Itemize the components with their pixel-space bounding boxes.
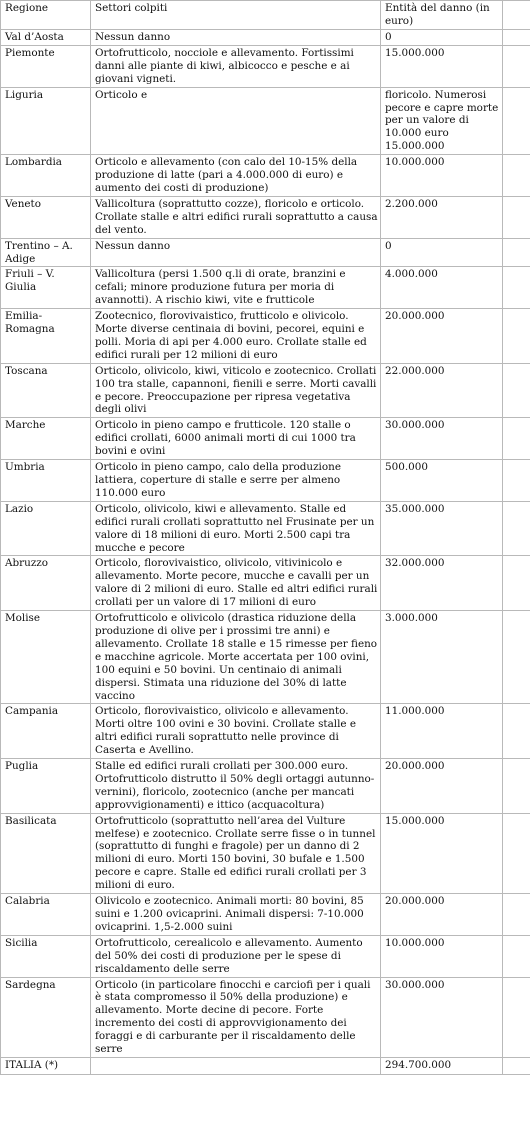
total-damage: 294.700.000 <box>381 1057 503 1074</box>
damage-cell: floricolo. Numerosi pecore e capre morte per un valore di 10.000 euro 15.000.000 <box>381 87 503 155</box>
sectors-cell: Ortofrutticolo (soprattutto nell’area del Vulture melfese) e zootecnico. Crollate serre fisse o in tunnel (soprattutto di funghi e fragole) per un danno di 2 milioni di euro. Morti 150 bovini, 30 bufale e 1.500 pecore e capre. Stalle ed edifici rurali crollati per 3 milioni di euro. <box>91 813 381 893</box>
region-cell: Sardegna <box>1 977 91 1057</box>
damage-cell: 500.000 <box>381 460 503 502</box>
table-row <box>1 759 530 814</box>
region-cell: Marche <box>1 418 91 460</box>
table-row <box>1 611 530 704</box>
sectors-cell: Orticolo (in particolare finocchi e carciofi per i quali è stata compromesso il 50% della produzione) e allevamento. Morte decine di pecore. Forte incremento dei costi di approvvigionamento dei foraggi e di carburante per il riscaldamento delle serre <box>91 977 381 1057</box>
damage-cell: 2.200.000 <box>381 196 503 238</box>
region-cell: Trentino – A. Adige <box>1 238 91 267</box>
region-cell: Basilicata <box>1 813 91 893</box>
table-row <box>1 267 530 309</box>
region-cell: Toscana <box>1 363 91 418</box>
empty-cell <box>503 556 530 611</box>
table-row <box>1 363 530 418</box>
damage-cell: 30.000.000 <box>381 977 503 1057</box>
header-region: Regione <box>1 1 91 30</box>
sectors-cell: Orticolo in pieno campo e frutticole. 120 stalle o edifici crollati, 6000 animali morti di cui 1000 tra bovini e ovini <box>91 418 381 460</box>
total-empty <box>503 1057 530 1074</box>
empty-cell <box>503 977 530 1057</box>
region-cell: Umbria <box>1 460 91 502</box>
sectors-cell: Ortofrutticolo e olivicolo (drastica riduzione della produzione di olive per i prossimi tre anni) e allevamento. Crollate 18 stalle e 15 rimesse per fieno e macchine agricole. Morte accertata per 100 ovini, 100 equini e 50 bovini. Un centinaio di animali dispersi. Stimata una riduzione del 30% di latte vaccino <box>91 611 381 704</box>
table-row <box>1 30 530 46</box>
sectors-cell: Vallicoltura (soprattutto cozze), floricolo e orticolo. Crollate stalle e altri edifici rurali soprattutto a causa del vento. <box>91 196 381 238</box>
region-cell: Friuli – V. Giulia <box>1 267 91 309</box>
empty-cell <box>503 363 530 418</box>
damage-cell: 15.000.000 <box>381 813 503 893</box>
sectors-cell: Vallicoltura (persi 1.500 q.li di orate, branzini e cefali; minore produzione futura per moria di avannotti). A rischio kiwi, vite e frutticole <box>91 267 381 309</box>
empty-cell <box>503 309 530 364</box>
table-row <box>1 196 530 238</box>
table-body <box>1 30 530 1058</box>
damage-cell: 30.000.000 <box>381 418 503 460</box>
damage-cell: 20.000.000 <box>381 894 503 936</box>
region-cell: Calabria <box>1 894 91 936</box>
sectors-cell: Nessun danno <box>91 238 381 267</box>
header-empty <box>503 1 530 30</box>
empty-cell <box>503 704 530 759</box>
empty-cell <box>503 87 530 155</box>
empty-cell <box>503 238 530 267</box>
table-row <box>1 704 530 759</box>
table-row <box>1 309 530 364</box>
table-row <box>1 813 530 893</box>
damage-cell: 32.000.000 <box>381 556 503 611</box>
sectors-cell: Orticolo, olivicolo, kiwi, viticolo e zootecnico. Crollati 100 tra stalle, capannoni, fienili e serre. Morti cavalli e pecore. Preoccupazione per ripresa vegetativa degli olivi <box>91 363 381 418</box>
region-cell: Puglia <box>1 759 91 814</box>
empty-cell <box>503 501 530 556</box>
total-row <box>1 1057 530 1074</box>
region-cell: Sicilia <box>1 935 91 977</box>
region-cell: Val d’Aosta <box>1 30 91 46</box>
damage-cell: 10.000.000 <box>381 155 503 197</box>
region-cell: Campania <box>1 704 91 759</box>
empty-cell <box>503 611 530 704</box>
empty-cell <box>503 196 530 238</box>
empty-cell <box>503 267 530 309</box>
sectors-cell: Orticolo e <box>91 87 381 155</box>
sectors-cell: Stalle ed edifici rurali crollati per 300.000 euro. Ortofrutticolo distrutto il 50% degli ortaggi autunno-vernini), floricolo, zootecnico (anche per mancati approvvigionamenti) e ittico (acquacoltura) <box>91 759 381 814</box>
damage-cell: 4.000.000 <box>381 267 503 309</box>
damage-cell: 22.000.000 <box>381 363 503 418</box>
empty-cell <box>503 45 530 87</box>
empty-cell <box>503 418 530 460</box>
empty-cell <box>503 30 530 46</box>
total-region: ITALIA (*) <box>1 1057 91 1074</box>
sectors-cell: Ortofrutticolo, nocciole e allevamento. Fortissimi danni alle piante di kiwi, albicocco e pesche e ai giovani vigneti. <box>91 45 381 87</box>
empty-cell <box>503 894 530 936</box>
table-row <box>1 460 530 502</box>
table-row <box>1 935 530 977</box>
region-cell: Liguria <box>1 87 91 155</box>
region-cell: Lazio <box>1 501 91 556</box>
sectors-cell: Orticolo in pieno campo, calo della produzione lattiera, coperture di stalle e serre per almeno 110.000 euro <box>91 460 381 502</box>
sectors-cell: Nessun danno <box>91 30 381 46</box>
region-cell: Piemonte <box>1 45 91 87</box>
empty-cell <box>503 460 530 502</box>
table-row <box>1 418 530 460</box>
total-sectors <box>91 1057 381 1074</box>
region-cell: Molise <box>1 611 91 704</box>
sectors-cell: Orticolo e allevamento (con calo del 10-15% della produzione di latte (pari a 4.000.000 di euro) e aumento dei costi di produzione) <box>91 155 381 197</box>
damage-cell: 11.000.000 <box>381 704 503 759</box>
sectors-cell: Ortofrutticolo, cerealicolo e allevamento. Aumento del 50% dei costi di produzione per le spese di riscaldamento delle serre <box>91 935 381 977</box>
table-row <box>1 155 530 197</box>
table-row <box>1 238 530 267</box>
sectors-cell: Olivicolo e zootecnico. Animali morti: 80 bovini, 85 suini e 1.200 ovicaprini. Animali dispersi: 7-10.000 ovicaprini. 1,5-2.000 suini <box>91 894 381 936</box>
damage-cell: 20.000.000 <box>381 759 503 814</box>
region-cell: Lombardia <box>1 155 91 197</box>
empty-cell <box>503 935 530 977</box>
damage-cell: 20.000.000 <box>381 309 503 364</box>
damage-cell: 15.000.000 <box>381 45 503 87</box>
sectors-cell: Orticolo, florovivaistico, olivicolo, vitivinicolo e allevamento. Morte pecore, mucche e cavalli per un valore di 2 milioni di euro. Stalle ed altri edifici rurali crollati per un valore di 17 milioni di euro <box>91 556 381 611</box>
table-row <box>1 977 530 1057</box>
empty-cell <box>503 813 530 893</box>
region-cell: Emilia-Romagna <box>1 309 91 364</box>
damage-cell: 3.000.000 <box>381 611 503 704</box>
table-row <box>1 501 530 556</box>
sectors-cell: Orticolo, florovivaistico, olivicolo e allevamento. Morti oltre 100 ovini e 30 bovini. Crollate stalle e altri edifici rurali soprattutto nelle province di Caserta e Avellino. <box>91 704 381 759</box>
damage-cell: 0 <box>381 238 503 267</box>
damage-cell: 0 <box>381 30 503 46</box>
table-row <box>1 45 530 87</box>
header-sectors: Settori colpiti <box>91 1 381 30</box>
region-cell: Abruzzo <box>1 556 91 611</box>
damage-cell: 35.000.000 <box>381 501 503 556</box>
table-row <box>1 894 530 936</box>
empty-cell <box>503 155 530 197</box>
sectors-cell: Orticolo, olivicolo, kiwi e allevamento. Stalle ed edifici rurali crollati soprattutto nel Frusinate per un valore di 18 milioni di euro. Morti 2.500 capi tra mucche e pecore <box>91 501 381 556</box>
damage-cell: 10.000.000 <box>381 935 503 977</box>
header-damage: Entità del danno (in euro) <box>381 1 503 30</box>
table-row <box>1 87 530 155</box>
sectors-cell: Zootecnico, florovivaistico, frutticolo e olivicolo. Morte diverse centinaia di bovini, pecorei, equini e polli. Moria di api per 4.000 euro. Crollate stalle ed edifici rurali per 12 milioni di euro <box>91 309 381 364</box>
header-row <box>1 1 530 30</box>
table-row <box>1 556 530 611</box>
region-cell: Veneto <box>1 196 91 238</box>
empty-cell <box>503 759 530 814</box>
